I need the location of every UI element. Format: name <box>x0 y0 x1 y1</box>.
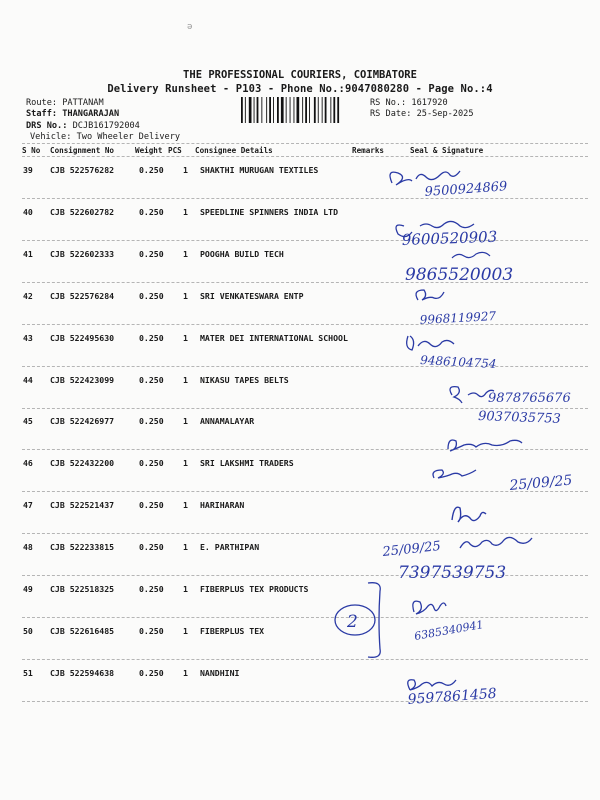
signature-scribble <box>413 601 446 614</box>
handwritten-phone: 9600520903 <box>401 227 498 249</box>
row-sno: 45 <box>23 416 33 426</box>
row-sno: 46 <box>23 458 33 468</box>
row-pcs: 1 <box>183 291 188 301</box>
row-sno: 44 <box>23 375 33 385</box>
col-pcs: PCS <box>168 146 182 155</box>
row-weight: 0.250 <box>139 500 164 510</box>
row-pcs: 1 <box>183 500 188 510</box>
handwritten-phone: 9037035753 <box>477 409 562 427</box>
row-consignee: FIBERPLUS TEX PRODUCTS <box>200 584 309 594</box>
row-pcs: 1 <box>183 207 188 217</box>
row-pcs: 1 <box>183 542 188 552</box>
row-weight: 0.250 <box>139 668 164 678</box>
vehicle-value: Two Wheeler Delivery <box>76 132 181 142</box>
row-sno: 42 <box>23 291 33 301</box>
row-sno: 40 <box>23 207 33 217</box>
handwritten-phone: 9968119927 <box>419 309 497 327</box>
row-consignee: POOGHA BUILD TECH <box>200 249 284 259</box>
signature-scribble <box>407 336 454 350</box>
row-consignment-no: CJB 522576282 <box>50 165 115 175</box>
rs-no-line: RS No.: 1617920 <box>370 98 448 108</box>
handwritten-date: 25/09/25 <box>381 538 442 560</box>
row-pcs: 1 <box>183 458 188 468</box>
row-pcs: 1 <box>183 165 188 175</box>
staff-value: THANGARAJAN <box>62 109 120 119</box>
handwritten-phone: 9878765676 <box>488 391 571 406</box>
handwritten-phone: 9486104754 <box>419 353 497 371</box>
row-pcs: 1 <box>183 584 188 594</box>
row-pcs: 1 <box>183 626 188 636</box>
handwritten-date: 25/09/25 <box>508 472 573 494</box>
drs-value: DCJB161792004 <box>72 121 140 131</box>
signature-scribble <box>452 507 486 522</box>
vehicle-line: Vehicle: Two Wheeler Delivery <box>30 132 181 142</box>
signature-scribble <box>452 252 490 258</box>
row-weight: 0.250 <box>139 207 164 217</box>
row-sno: 48 <box>23 542 33 552</box>
row-weight: 0.250 <box>139 584 164 594</box>
row-consignment-no: CJB 522602782 <box>50 207 115 217</box>
row-pcs: 1 <box>183 375 188 385</box>
row-consignee: SRI LAKSHMI TRADERS <box>200 458 294 468</box>
col-remarks: Remarks <box>352 146 385 155</box>
row-consignment-no: CJB 522616485 <box>50 626 115 636</box>
route-value: PATTANAM <box>62 98 104 108</box>
row-pcs: 1 <box>183 668 188 678</box>
handwritten-phone: 7397539753 <box>398 563 507 583</box>
row-consignee: MATER DEI INTERNATIONAL SCHOOL <box>200 333 348 343</box>
row-consignment-no: CJB 522233815 <box>50 542 115 552</box>
row-sno: 51 <box>23 668 33 678</box>
circled-count-text: 2 <box>347 612 358 632</box>
row-pcs: 1 <box>183 333 188 343</box>
company-title: THE PROFESSIONAL COURIERS, COIMBATORE <box>183 69 417 81</box>
handwritten-phone: 6385340941 <box>413 617 485 643</box>
row-sno: 43 <box>23 333 33 343</box>
row-consignment-no: CJB 522576284 <box>50 291 115 301</box>
col-consignee: Consignee Details <box>195 146 273 155</box>
row-consignee: SHAKTHI MURUGAN TEXTILES <box>200 165 319 175</box>
row-weight: 0.250 <box>139 458 164 468</box>
col-weight: Weight <box>135 146 163 155</box>
row-sno: 50 <box>23 626 33 636</box>
row-consignment-no: CJB 522594638 <box>50 668 115 678</box>
row-weight: 0.250 <box>139 626 164 636</box>
row-weight: 0.250 <box>139 542 164 552</box>
row-consignee: SRI VENKATESWARA ENTP <box>200 291 304 301</box>
route-line: Route: PATTANAM <box>26 98 104 108</box>
signature-scribble <box>448 440 522 451</box>
signature-scribble <box>416 290 444 300</box>
rs-no-value: 1617920 <box>411 98 448 108</box>
row-consignment-no: CJB 522432200 <box>50 458 115 468</box>
row-consignee: ANNAMALAYAR <box>200 416 255 426</box>
row-consignment-no: CJB 522602333 <box>50 249 115 259</box>
col-consignment: Consignment No <box>50 146 115 155</box>
signature-scribble <box>460 537 532 548</box>
rs-date-line: RS Date: 25-Sep-2025 <box>370 109 474 119</box>
row-consignee: E. PARTHIPAN <box>200 542 260 552</box>
signature-scribble <box>433 470 476 478</box>
row-sno: 39 <box>23 165 33 175</box>
row-consignment-no: CJB 522423099 <box>50 375 115 385</box>
bracket-mark <box>368 583 380 658</box>
row-weight: 0.250 <box>139 291 164 301</box>
row-consignee: FIBERPLUS TEX <box>200 626 265 636</box>
row-pcs: 1 <box>183 249 188 259</box>
handwritten-phone: 9865520003 <box>405 265 514 285</box>
row-consignment-no: CJB 522521437 <box>50 500 115 510</box>
row-consignee: SPEEDLINE SPINNERS INDIA LTD <box>200 207 339 217</box>
handwritten-phone: 9500924869 <box>424 179 508 200</box>
col-seal-signature: Seal & Signature <box>410 146 484 155</box>
stray-mark: ə <box>187 22 193 32</box>
staff-line: Staff: THANGARAJAN <box>26 109 120 119</box>
rs-date-value: 25-Sep-2025 <box>416 109 474 119</box>
row-weight: 0.250 <box>139 416 164 426</box>
row-sno: 41 <box>23 249 33 259</box>
row-consignment-no: CJB 522495630 <box>50 333 115 343</box>
row-consignee: HARIHARAN <box>200 500 245 510</box>
row-sno: 47 <box>23 500 33 510</box>
runsheet-subtitle: Delivery Runsheet - P103 - Phone No.:9047080280 - Page No.:4 <box>107 83 493 95</box>
row-weight: 0.250 <box>139 165 164 175</box>
drs-line: DRS No.: DCJB161792004 <box>26 121 140 131</box>
row-weight: 0.250 <box>139 333 164 343</box>
row-sno: 49 <box>23 584 33 594</box>
row-pcs: 1 <box>183 416 188 426</box>
row-consignee: NANDHINI <box>200 668 240 678</box>
row-weight: 0.250 <box>139 375 164 385</box>
row-weight: 0.250 <box>139 249 164 259</box>
row-consignment-no: CJB 522426977 <box>50 416 115 426</box>
row-consignment-no: CJB 522518325 <box>50 584 115 594</box>
handwritten-phone: 9597861458 <box>407 685 498 708</box>
col-sno: S No <box>22 146 41 155</box>
row-consignee: NIKASU TAPES BELTS <box>200 375 289 385</box>
